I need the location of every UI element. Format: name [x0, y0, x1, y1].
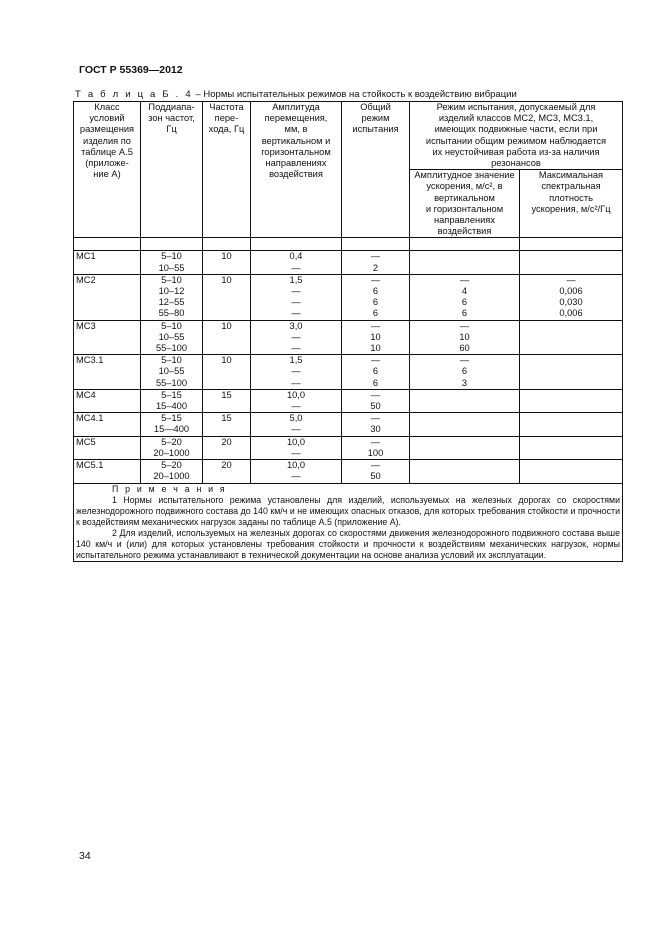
cell-class: МС3.1 — [74, 355, 141, 390]
cell-amplitude: 5,0 — — [251, 413, 342, 436]
cell-general: — 2 — [342, 251, 410, 274]
vibration-test-table — [73, 101, 623, 562]
header-moving-parts-mode: Режим испытания, допускаемый для изделий классов МС2, МС3, МС3.1, имеющих подвижные части, если при испытании общим режимом наблюдается их неустойчивая работа из-за наличия резонансов — [410, 102, 623, 170]
cell-crossover: 20 — [203, 436, 251, 459]
cell-acceleration: — 4 6 6 — [410, 274, 520, 320]
cell-amplitude: 10,0 — — [251, 389, 342, 412]
cell-subrange: 5–20 20–1000 — [141, 436, 203, 459]
cell-crossover: 10 — [203, 274, 251, 320]
document-header: ГОСТ Р 55369—2012 — [79, 64, 183, 76]
header-crossover-frequency: Частота пере- хода, Гц — [203, 102, 251, 238]
cell-spectral-density — [520, 251, 623, 274]
cell-class: МС5.1 — [74, 460, 141, 483]
header-spacer-row — [74, 238, 623, 251]
cell-crossover: 10 — [203, 355, 251, 390]
cell-acceleration — [410, 436, 520, 459]
cell-general: — 10 10 — [342, 320, 410, 355]
cell-acceleration — [410, 251, 520, 274]
cell-acceleration — [410, 413, 520, 436]
notes-row — [74, 483, 623, 561]
cell-class: МС4.1 — [74, 413, 141, 436]
table-row — [74, 274, 623, 320]
table-row — [74, 251, 623, 274]
cell-subrange: 5–15 15–400 — [141, 389, 203, 412]
table-caption-text: – Нормы испытательных режимов на стойкость к воздействию вибрации — [192, 89, 517, 100]
cell-subrange: 5–20 20–1000 — [141, 460, 203, 483]
table-notes — [74, 483, 623, 561]
cell-general: — 50 — [342, 389, 410, 412]
cell-amplitude: 1,5 — — — — [251, 274, 342, 320]
notes-title: П р и м е ч а н и я — [112, 483, 227, 494]
cell-amplitude: 0,4 — — [251, 251, 342, 274]
cell-subrange: 5–10 10–55 55–100 — [141, 355, 203, 390]
cell-subrange: 5–15 15—400 — [141, 413, 203, 436]
cell-class: МС4 — [74, 389, 141, 412]
cell-class: МС5 — [74, 436, 141, 459]
cell-acceleration — [410, 389, 520, 412]
cell-class: МС3 — [74, 320, 141, 355]
cell-amplitude: 10,0 — — [251, 460, 342, 483]
table-caption-label: Т а б л и ц а Б . 4 — [75, 89, 193, 100]
cell-class: МС2 — [74, 274, 141, 320]
cell-spectral-density — [520, 320, 623, 355]
table-caption — [75, 89, 517, 100]
cell-subrange: 5–10 10–55 — [141, 251, 203, 274]
header-spectral-density: Максимальная спектральная плотность ускорения, м/с²/Гц — [520, 170, 623, 238]
cell-crossover: 20 — [203, 460, 251, 483]
cell-spectral-density — [520, 413, 623, 436]
cell-amplitude: 10,0 — — [251, 436, 342, 459]
header-acceleration-amplitude: Амплитудное значение ускорения, м/с², в вертикальном и горизонтальном направлениях воздействия — [410, 170, 520, 238]
cell-spectral-density: — 0,006 0,030 0,006 — [520, 274, 623, 320]
table-row — [74, 320, 623, 355]
cell-acceleration: — 6 3 — [410, 355, 520, 390]
note-1: 1 Нормы испытательного режима установлены для изделий, используемых на железных дорогах со скоростями железнодорожного подвижного состава до 140 км/ч и не имеющих опасных отказов, для которых требования стойкости и прочности к воздействиям механических нагрузок заданы по таблице А.5 (приложение А). — [76, 494, 620, 527]
cell-general: — 30 — [342, 413, 410, 436]
table-row — [74, 413, 623, 436]
cell-general: — 6 6 6 — [342, 274, 410, 320]
cell-spectral-density — [520, 460, 623, 483]
table-row — [74, 355, 623, 390]
table-row — [74, 389, 623, 412]
note-2: 2 Для изделий, используемых на железных дорогах со скоростями движения железнодорожного подвижного состава выше 140 км/ч и (или) для которых установлены требования стойкости и прочности к воздействиям механических нагрузок, нормы испытательного режима устанавливают в технической документации на основе анализа условий их эксплуатации. — [76, 527, 620, 560]
cell-subrange: 5–10 10–12 12–55 55–80 — [141, 274, 203, 320]
header-subrange: Поддиапа- зон частот, Гц — [141, 102, 203, 238]
header-displacement-amplitude: Амплитуда перемещения, мм, в вертикальном и горизонтальном направлениях воздействия — [251, 102, 342, 238]
cell-subrange: 5–10 10–55 55–100 — [141, 320, 203, 355]
cell-acceleration — [410, 460, 520, 483]
cell-spectral-density — [520, 389, 623, 412]
cell-general: — 100 — [342, 436, 410, 459]
cell-acceleration: — 10 60 — [410, 320, 520, 355]
cell-spectral-density — [520, 355, 623, 390]
cell-spectral-density — [520, 436, 623, 459]
cell-crossover: 15 — [203, 389, 251, 412]
cell-crossover: 15 — [203, 413, 251, 436]
cell-amplitude: 1,5 — — — [251, 355, 342, 390]
cell-amplitude: 3,0 — — — [251, 320, 342, 355]
cell-class: МС1 — [74, 251, 141, 274]
cell-general: — 50 — [342, 460, 410, 483]
cell-crossover: 10 — [203, 251, 251, 274]
header-general-mode: Общий режим испытания — [342, 102, 410, 238]
page-number: 34 — [79, 850, 91, 862]
cell-crossover: 10 — [203, 320, 251, 355]
header-class: Класс условий размещения изделия по таблице А.5 (приложе- ние А) — [74, 102, 141, 238]
table-row — [74, 436, 623, 459]
cell-general: — 6 6 — [342, 355, 410, 390]
table-row — [74, 460, 623, 483]
